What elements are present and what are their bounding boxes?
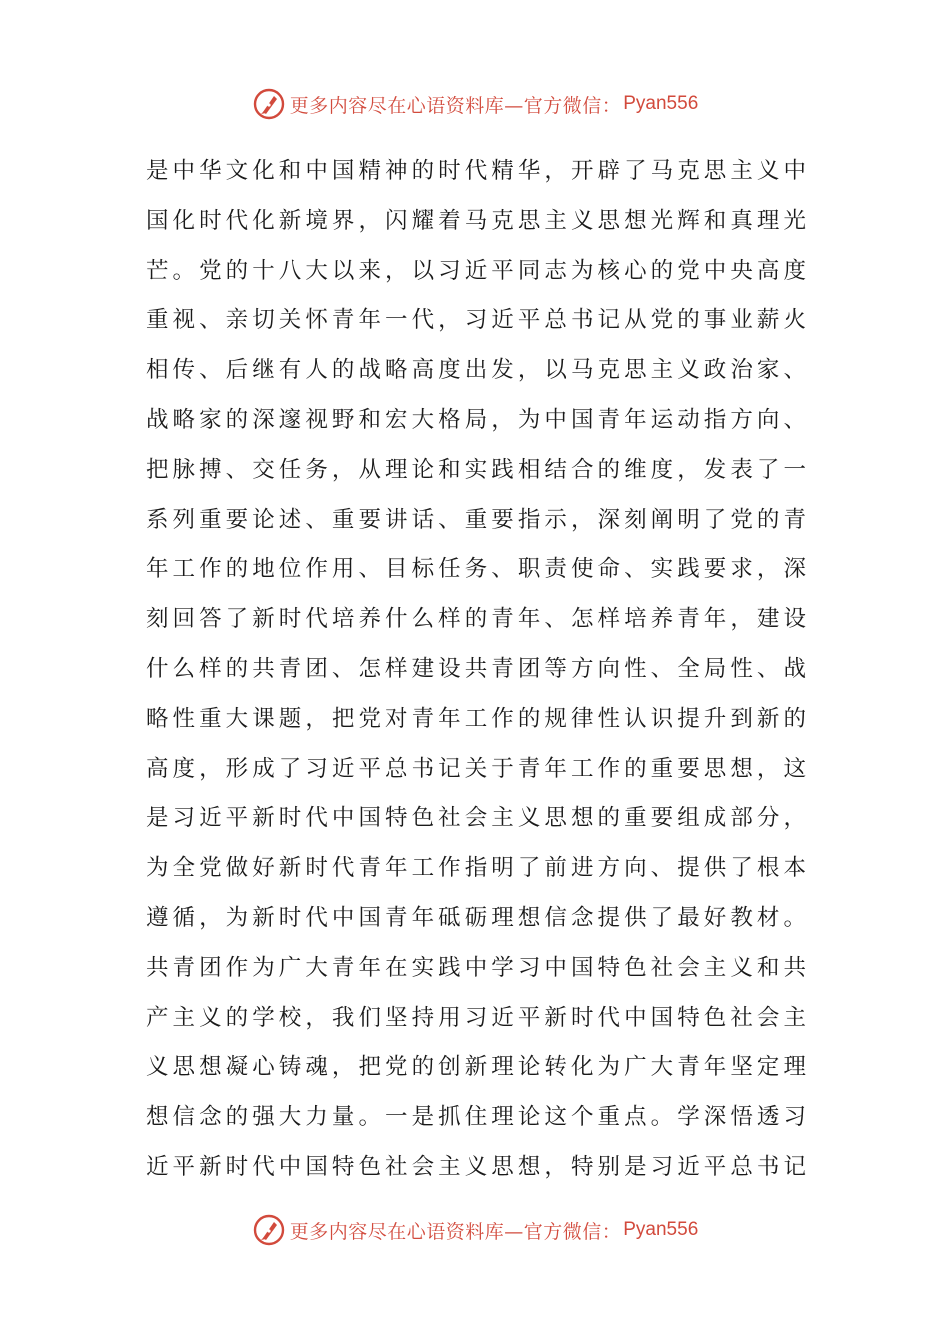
text-line: 义思想凝心铸魂，把党的创新理论转化为广大青年坚定理 [146,1054,806,1081]
header-watermark [0,84,950,124]
text-line: 略性重大课题，把党对青年工作的规律性认识提升到新的 [146,705,806,732]
watermark-text: 更多内容尽在心语资料库—官方微信： [289,1220,622,1243]
text-line: 把脉搏、交任务，从理论和实践相结合的维度，发表了一 [146,456,806,483]
text-line: 共青团作为广大青年在实践中学习中国特色社会主义和共 [146,954,806,981]
text-line: 国化时代化新境界，闪耀着马克思主义思想光辉和真理光 [146,207,806,234]
text-line: 想信念的强大力量。一是抓住理论这个重点。学深悟透习 [146,1104,806,1131]
body-text [146,147,806,1193]
watermark-text: 更多内容尽在心语资料库—官方微信： [289,94,622,117]
text-line: 相传、后继有人的战略高度出发，以马克思主义政治家、 [146,357,806,384]
text-line: 为全党做好新时代青年工作指明了前进方向、提供了根本 [146,855,806,882]
pen-nib-circle-icon [252,1213,286,1247]
text-line: 刻回答了新时代培养什么样的青年、怎样培养青年，建设 [146,606,806,633]
watermark-wechat-id: Pyan556 [623,93,699,114]
pen-nib-circle-icon [252,87,286,121]
text-line: 年工作的地位作用、目标任务、职责使命、实践要求，深 [146,556,806,583]
text-line: 什么样的共青团、怎样建设共青团等方向性、全局性、战 [146,655,806,682]
text-line: 是中华文化和中国精神的时代精华，开辟了马克思主义中 [146,158,806,184]
footer-watermark [0,1210,950,1250]
text-line: 芒。党的十八大以来，以习近平同志为核心的党中央高度 [146,257,806,284]
watermark-wechat-id: Pyan556 [623,1219,699,1240]
text-line: 战略家的深邃视野和宏大格局，为中国青年运动指方向、 [146,406,806,433]
text-line: 重视、亲切关怀青年一代，习近平总书记从党的事业薪火 [146,307,806,334]
text-line: 遵循，为新时代中国青年砥砺理想信念提供了最好教材。 [146,904,806,931]
text-line: 系列重要论述、重要讲话、重要指示，深刻阐明了党的青 [146,506,806,533]
text-line: 高度，形成了习近平总书记关于青年工作的重要思想，这 [146,755,806,782]
text-line: 产主义的学校，我们坚持用习近平新时代中国特色社会主 [146,1004,806,1031]
text-line: 是习近平新时代中国特色社会主义思想的重要组成部分， [146,805,806,832]
text-line: 近平新时代中国特色社会主义思想，特别是习近平总书记 [146,1153,806,1180]
